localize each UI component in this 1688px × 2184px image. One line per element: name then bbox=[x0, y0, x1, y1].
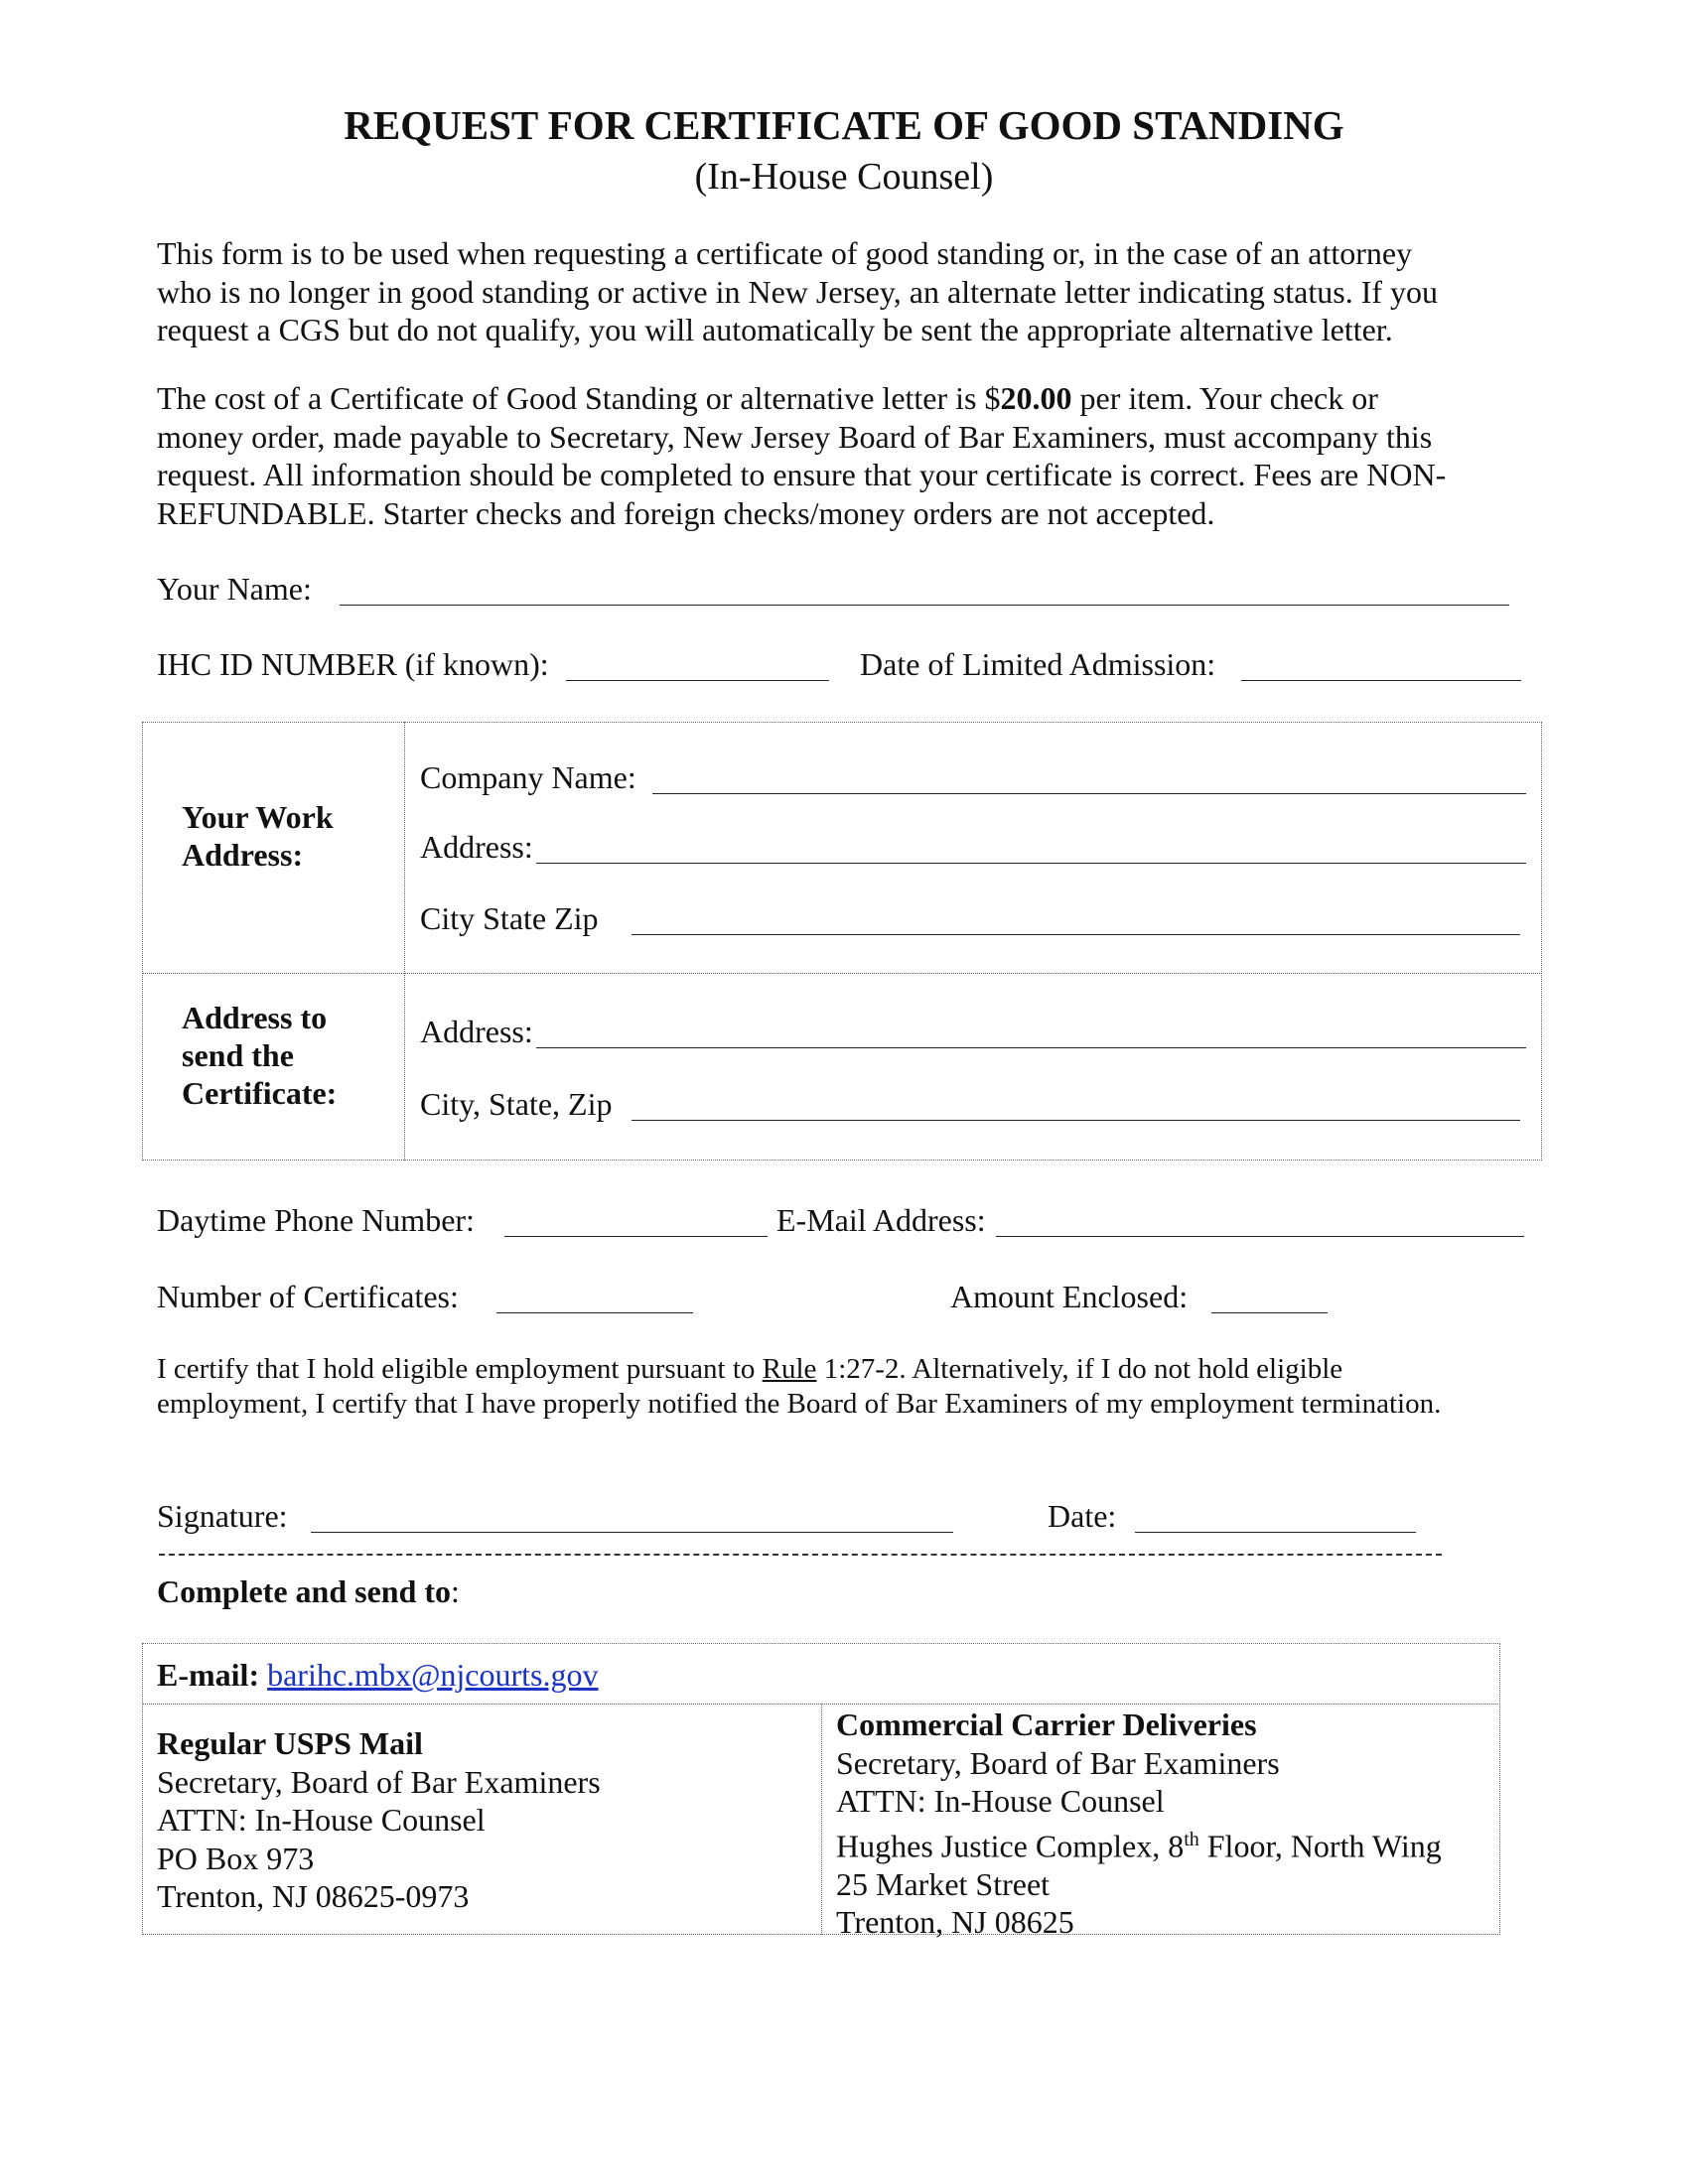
intro-line: This form is to be used when requesting a certificate of good standing or, in the case of an attorney bbox=[157, 235, 1413, 271]
send-to-heading-colon: : bbox=[451, 1573, 460, 1609]
intro-paragraph-2 bbox=[157, 379, 1527, 532]
work-address-field[interactable] bbox=[536, 863, 1526, 864]
email-address-label: E-Mail Address: bbox=[776, 1202, 986, 1238]
certification-text-post: 1:27-2. Alternatively, if I do not hold eligible bbox=[816, 1353, 1343, 1385]
page-title: REQUEST FOR CERTIFICATE OF GOOD STANDING bbox=[344, 102, 1344, 148]
daytime-phone-field[interactable] bbox=[504, 1236, 768, 1237]
send-city-state-zip-field[interactable] bbox=[632, 1120, 1520, 1121]
amount-enclosed-label: Amount Enclosed: bbox=[950, 1279, 1189, 1314]
email-row bbox=[157, 1656, 599, 1694]
signature-field[interactable] bbox=[311, 1532, 953, 1533]
carrier-line-complex bbox=[836, 1821, 1442, 1865]
email-label: E-mail: bbox=[157, 1657, 260, 1693]
send-address-label-3: Certificate: bbox=[182, 1075, 338, 1111]
fee-text-pre: The cost of a Certificate of Good Standing or alternative letter is $ bbox=[157, 380, 1001, 416]
carrier-address-block bbox=[836, 1706, 1442, 1942]
date-field[interactable] bbox=[1135, 1532, 1416, 1533]
intro-paragraph-1 bbox=[157, 234, 1527, 349]
ihc-id-label: IHC ID NUMBER (if known): bbox=[157, 646, 549, 682]
intro-line: request. All information should be completed to ensure that your certificate is correct. Fees are NON- bbox=[157, 457, 1447, 492]
carrier-complex-post: Floor, North Wing bbox=[1198, 1828, 1442, 1864]
carrier-title: Commercial Carrier Deliveries bbox=[836, 1706, 1257, 1742]
work-address-label-2: Address: bbox=[182, 837, 304, 873]
work-address-label-1: Your Work bbox=[182, 799, 334, 835]
page-subtitle: (In-House Counsel) bbox=[694, 156, 994, 198]
company-name-field[interactable] bbox=[652, 793, 1526, 794]
intro-line: money order, made payable to Secretary, New Jersey Board of Bar Examiners, must accompany this bbox=[157, 418, 1433, 455]
carrier-line: 25 Market Street bbox=[836, 1865, 1051, 1902]
signature-label: Signature: bbox=[157, 1498, 288, 1534]
send-city-state-zip-label: City, State, Zip bbox=[420, 1086, 613, 1122]
address-table bbox=[142, 722, 1542, 1160]
date-limited-admission-label: Date of Limited Admission: bbox=[860, 646, 1216, 682]
fee-line bbox=[157, 379, 1527, 418]
amount-enclosed-field[interactable] bbox=[1211, 1312, 1328, 1313]
send-address-line-label: Address: bbox=[420, 1014, 533, 1049]
carrier-complex-pre: Hughes Justice Complex, 8 bbox=[836, 1828, 1185, 1864]
send-address-label-1: Address to bbox=[182, 1000, 328, 1035]
intro-line: request a CGS but do not qualify, you will automatically be sent the appropriate alternative letter. bbox=[157, 312, 1393, 347]
usps-line: Secretary, Board of Bar Examiners bbox=[157, 1763, 601, 1800]
send-address-field[interactable] bbox=[536, 1047, 1526, 1048]
your-name-field[interactable] bbox=[340, 605, 1509, 606]
daytime-phone-label: Daytime Phone Number: bbox=[157, 1202, 475, 1238]
certification-line-1 bbox=[157, 1352, 1342, 1387]
date-label: Date: bbox=[1048, 1498, 1117, 1534]
usps-address-block bbox=[157, 1724, 601, 1916]
fee-amount: 20.00 bbox=[1000, 380, 1072, 416]
send-to-heading bbox=[157, 1572, 460, 1610]
fee-text-post: per item. Your check or bbox=[1071, 380, 1378, 416]
num-certificates-label: Number of Certificates: bbox=[157, 1279, 459, 1314]
usps-line: ATTN: In-House Counsel bbox=[157, 1802, 486, 1838]
address-table-divider bbox=[404, 722, 405, 1160]
work-address-line-label: Address: bbox=[420, 829, 533, 865]
carrier-line: Trenton, NJ 08625 bbox=[836, 1904, 1074, 1941]
send-to-heading-text: Complete and send to bbox=[157, 1573, 452, 1609]
usps-line: PO Box 973 bbox=[157, 1840, 315, 1876]
your-name-label: Your Name: bbox=[157, 571, 312, 607]
company-name-label: Company Name: bbox=[420, 759, 636, 795]
work-city-state-zip-field[interactable] bbox=[632, 934, 1520, 935]
num-certificates-field[interactable] bbox=[496, 1312, 693, 1313]
ihc-id-field[interactable] bbox=[566, 680, 829, 681]
certification-text-pre: I certify that I hold eligible employment pursuant to bbox=[157, 1353, 763, 1385]
carrier-line: Secretary, Board of Bar Examiners bbox=[836, 1744, 1280, 1781]
certification-line-2: employment, I certify that I have properly notified the Board of Bar Examiners of my employment termination. bbox=[157, 1388, 1442, 1420]
intro-line: REFUNDABLE. Starter checks and foreign checks/money orders are not accepted. bbox=[157, 494, 1215, 531]
send-address-label-2: send the bbox=[182, 1037, 294, 1073]
address-table-row-divider bbox=[142, 973, 1542, 974]
date-limited-admission-field[interactable] bbox=[1241, 680, 1521, 681]
send-to-box-column-divider bbox=[821, 1704, 822, 1935]
carrier-line: ATTN: In-House Counsel bbox=[836, 1783, 1165, 1819]
cut-line-divider bbox=[159, 1554, 1442, 1556]
work-city-state-zip-label: City State Zip bbox=[420, 900, 599, 936]
carrier-floor-suffix: th bbox=[1184, 1828, 1199, 1850]
usps-title: Regular USPS Mail bbox=[157, 1725, 423, 1761]
rule-reference: Rule bbox=[762, 1353, 817, 1385]
intro-line: who is no longer in good standing or active in New Jersey, an alternate letter indicating status. If you bbox=[157, 273, 1439, 310]
email-address-field[interactable] bbox=[996, 1236, 1524, 1237]
usps-line: Trenton, NJ 08625-0973 bbox=[157, 1878, 470, 1914]
email-link[interactable]: barihc.mbx@njcourts.gov bbox=[267, 1657, 599, 1693]
